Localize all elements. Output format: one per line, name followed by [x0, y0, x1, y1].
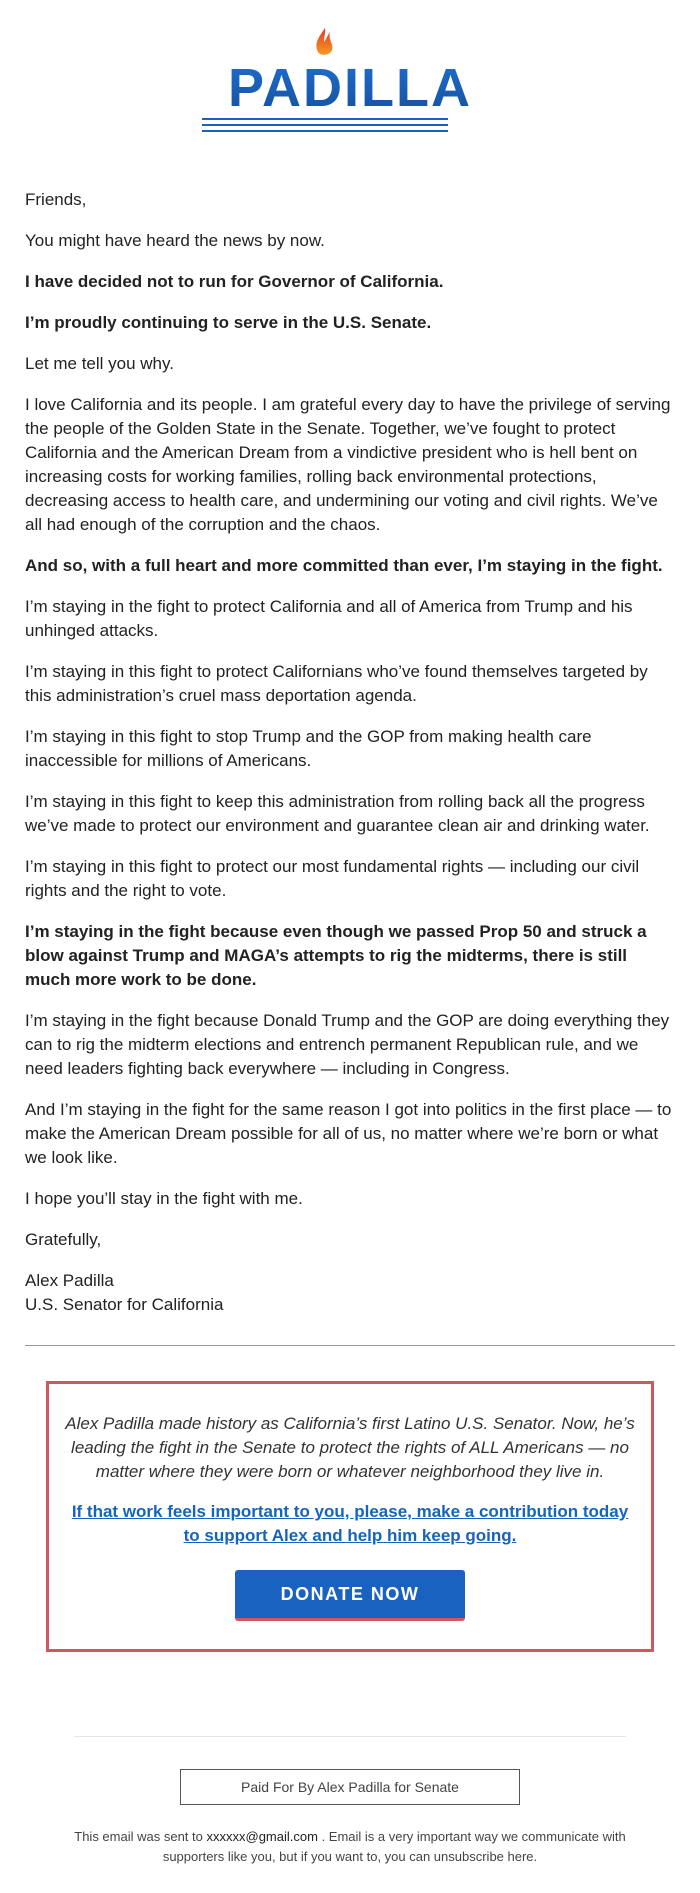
recipient-email: xxxxxx@gmail.com [206, 1829, 318, 1844]
logo-wordmark: PADILLA [228, 58, 472, 118]
sent-suffix[interactable]: . Email is a very important way we communicate with supporters like you, but if you want to, you can unsubscribe here. [162, 1829, 626, 1864]
paragraph: I’m staying in this fight to protect our most fundamental rights — including our civil rights and the right to vote. [25, 857, 640, 900]
paragraph-bold: And so, with a full heart and more committed than ever, I’m staying in the fight. [25, 556, 663, 575]
letter-body [0, 188, 700, 1317]
signature [25, 1269, 675, 1317]
paragraph: I’m staying in this fight to stop Trump and the GOP from making health care inaccessible for millions of Americans. [25, 727, 592, 770]
closing: Gratefully, [25, 1230, 102, 1249]
contribute-link[interactable]: If that work feels important to you, please, make a contribution today to support Alex and help him keep going. [71, 1502, 629, 1545]
donate-box [46, 1381, 654, 1652]
greeting: Friends, [25, 190, 87, 209]
paragraph: You might have heard the news by now. [25, 231, 325, 250]
paragraph-bold: I’m proudly continuing to serve in the U.S. Senate. [25, 313, 432, 332]
paragraph-bold: I have decided not to run for Governor of California. [25, 272, 444, 291]
paragraph-bold: I’m staying in the fight because even though we passed Prop 50 and struck a blow against Trump and MAGA’s attempts to rig the midterms, there is still much more work to be done. [25, 922, 647, 989]
paragraph: I love California and its people. I am grateful every day to have the privilege of serving the people of the Golden State in the Senate. Together, we’ve fought to protect California and the American Dream from a vindictive president who is hell bent on increasing costs for working families, rolling back environmental protections, decreasing access to health care, and undermining our voting and civil rights. We’ve all had enough of the corruption and the chaos. [25, 395, 671, 534]
divider [25, 1345, 675, 1346]
signature-name: Alex Padilla [25, 1271, 114, 1290]
torch-flame-icon [316, 28, 332, 55]
paragraph: I’m staying in this fight to keep this administration from rolling back all the progress we’ve made to protect our environment and guarantee clean air and drinking water. [25, 792, 650, 835]
donate-now-button[interactable]: DONATE NOW [235, 1570, 465, 1621]
paid-for-by-box: Paid For By Alex Padilla for Senate [180, 1769, 520, 1805]
header [0, 0, 700, 160]
paragraph: I’m staying in the fight because Donald Trump and the GOP are doing everything they can to rig the midterm elections and entrench permanent Republican rule, and we need leaders fighting back everywhere — including in Congress. [25, 1011, 670, 1078]
paragraph: I’m staying in this fight to protect Californians who’ve found themselves targeted by this administration’s cruel mass deportation agenda. [25, 662, 648, 705]
footer-notice [60, 1827, 640, 1867]
footer-divider [74, 1736, 626, 1737]
sent-prefix: This email was sent to [74, 1829, 203, 1844]
paragraph: I’m staying in the fight to protect California and all of America from Trump and his unhinged attacks. [25, 597, 633, 640]
paragraph: Let me tell you why. [25, 354, 174, 373]
donate-blurb: Alex Padilla made history as California’s first Latino U.S. Senator. Now, he’s leading the fight in the Senate to protect the rights of ALL Americans — no matter where they were born or whatever neighborhood they live in. [65, 1414, 635, 1481]
signature-title: U.S. Senator for California [25, 1295, 224, 1314]
paragraph: I hope you’ll stay in the fight with me. [25, 1189, 303, 1208]
paragraph: And I’m staying in the fight for the same reason I got into politics in the first place — to make the American Dream possible for all of us, no matter where we’re born or what we look like. [25, 1100, 672, 1167]
padilla-logo [200, 28, 500, 148]
